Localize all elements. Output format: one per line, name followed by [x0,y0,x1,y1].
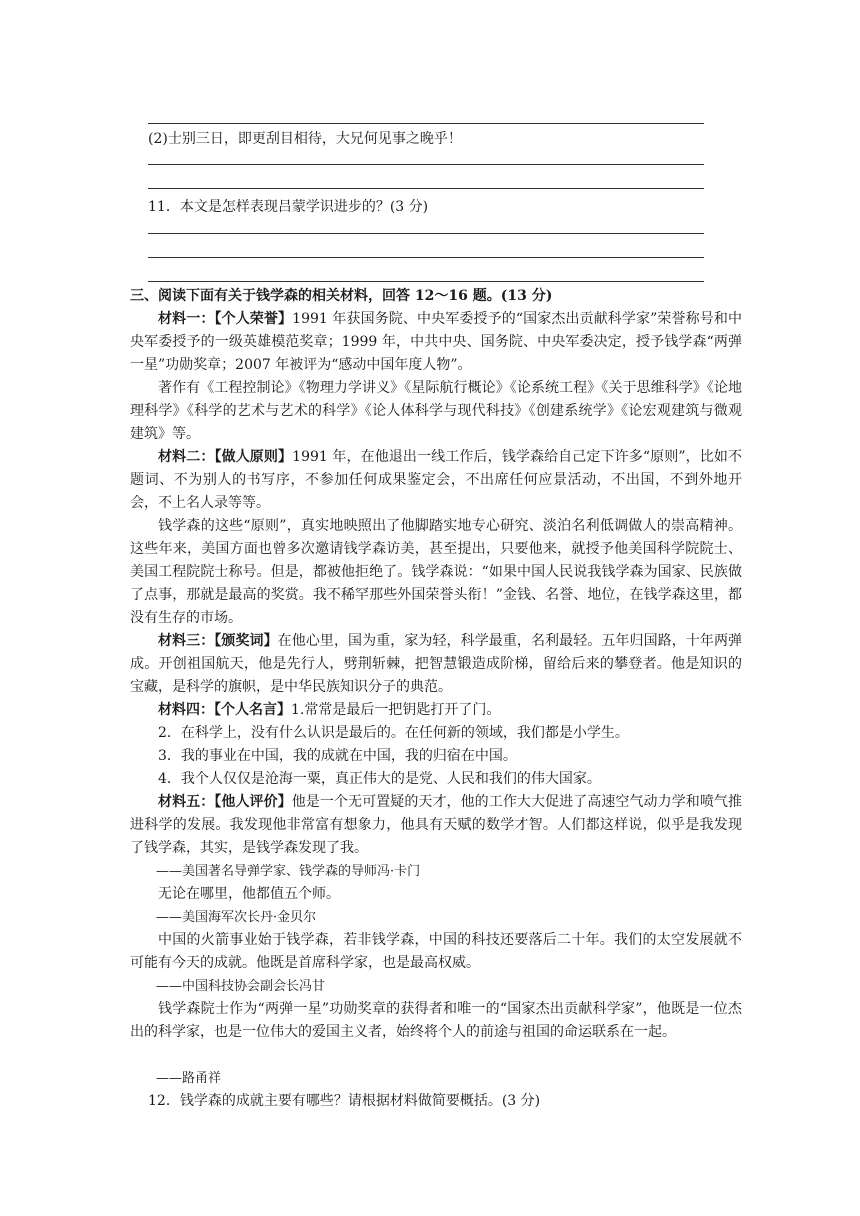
material-3-label: 材料三：【颁奖词】 [158,633,278,649]
material-3-award-speech [130,630,742,699]
material-5-source-1: ——美国著名导弹学家、钱学森的导师冯·卡门 [156,864,421,879]
material-1-honors [130,308,742,377]
material-2-commentary: 钱学森的这些“原则”，真实地映照出了他脚踏实地专心研究、淡泊名利低调做人的崇高精神。这些年来，美国方面也曾多次邀请钱学森访美，甚至提出，只要他来，就授予他美国科学院院士、美国工程院院士称号。但是，都被他拒绝了。钱学森说：“如果中国人民说我钱学森为国家、民族做了点事，那就是最高的奖赏。我不稀罕那些外国荣誉头衔！”金钱、名誉、地位，在钱学森这里，都没有生存的市场。 [130,518,742,626]
material-4-quote-2: 2．在科学上，没有什么认识是最后的。在任何新的领域，我们都是小学生。 [158,725,629,741]
material-5-source-4: ——路甬祥 [156,1071,222,1086]
material-2-text: 1991 年，在他退出一线工作后，钱学森给自己定下许多“原则”，比如不题词、不为别人的书写序，不参加任何成果鉴定会，不出席任何应景活动，不出国，不到外地开会，不上名人录等等。 [130,449,742,511]
material-5-comment-3: 中国的火箭事业始于钱学森，若非钱学森，中国的科技还要落后二十年。我们的太空发展就不可能有今天的成就。他既是首席科学家，也是最高权威。 [130,932,742,971]
material-5-comment-1-text: 他是一个无可置疑的天才，他的工作大大促进了高速空气动力学和喷气推进科学的发展。我发现他非常富有想象力，他具有天赋的数学才智。人们都这样说，似乎是我发现了钱学森，其实，是钱学森发现了我。 [130,794,743,856]
material-5-comment-4: 钱学森院士作为“两弹一星”功勋奖章的获得者和唯一的“国家杰出贡献科学家”，他既是一位杰出的科学家，也是一位伟大的爱国主义者，始终将个人的前途与祖国的命运联系在一起。 [130,1001,742,1040]
answer-line [148,257,704,258]
material-5-comment-2: 无论在哪里，他都值五个师。 [158,886,340,902]
material-4-quote-4: 4．我个人仅仅是沧海一粟，真正伟大的是党、人民和我们的伟大国家。 [158,771,601,787]
material-1-label: 材料一：【个人荣誉】 [158,311,293,327]
question-12: 12．钱学森的成就主要有哪些？请根据材料做简要概括。(3 分) [148,1093,541,1109]
answer-line [148,164,704,165]
answer-line [148,233,704,234]
question-11: 11．本文是怎样表现吕蒙学识进步的？(3 分) [148,199,429,215]
question-10-2: (2)士别三日，即更刮目相待，大兄何见事之晚乎！ [148,131,462,147]
material-1-works: 著作有《工程控制论》《物理力学讲义》《星际航行概论》《论系统工程》《关于思维科学》《论地理科学》《科学的艺术与艺术的科学》《论人体科学与现代科技》《创建系统学》《论宏观建筑与微观建筑》等。 [130,380,742,442]
answer-line [148,188,704,189]
material-1-text: 1991 年获国务院、中央军委授予的“国家杰出贡献科学家”荣誉称号和中央军委授予的一级英雄模范奖章；1999 年，中共中央、国务院、中央军委决定，授予钱学森“两弹一星”功勋奖章；2007 年被评为“感动中国年度人物”。 [130,311,742,373]
material-4-label: 材料四：【个人名言】 [158,702,291,718]
material-5-source-2: ——美国海军次长丹·金贝尔 [156,910,317,925]
material-4-quote-3: 3．我的事业在中国，我的成就在中国，我的归宿在中国。 [158,748,517,764]
answer-line [148,123,704,124]
answer-line [148,281,704,282]
material-5-comment-1 [130,791,742,860]
material-5-source-3: ——中国科技协会副会长冯甘 [156,979,326,994]
material-4-quote-1-text: 1.常常是最后一把钥匙打开了门。 [291,702,501,718]
material-2-label: 材料二：【做人原则】 [158,449,293,465]
section-3-heading: 三、阅读下面有关于钱学森的相关材料，回答 12～16 题。(13 分) [130,288,553,304]
material-4-quote-1 [130,699,742,722]
material-2-principles [130,446,742,515]
material-5-label: 材料五：【他人评价】 [158,794,292,810]
material-3-text: 在他心里，国为重，家为轻，科学最重，名利最轻。五年归国路，十年两弹成。开创祖国航天，他是先行人，劈荆斩棘，把智慧锻造成阶梯，留给后来的攀登者。他是知识的宝藏，是科学的旗帜，是中华民族知识分子的典范。 [130,633,743,695]
